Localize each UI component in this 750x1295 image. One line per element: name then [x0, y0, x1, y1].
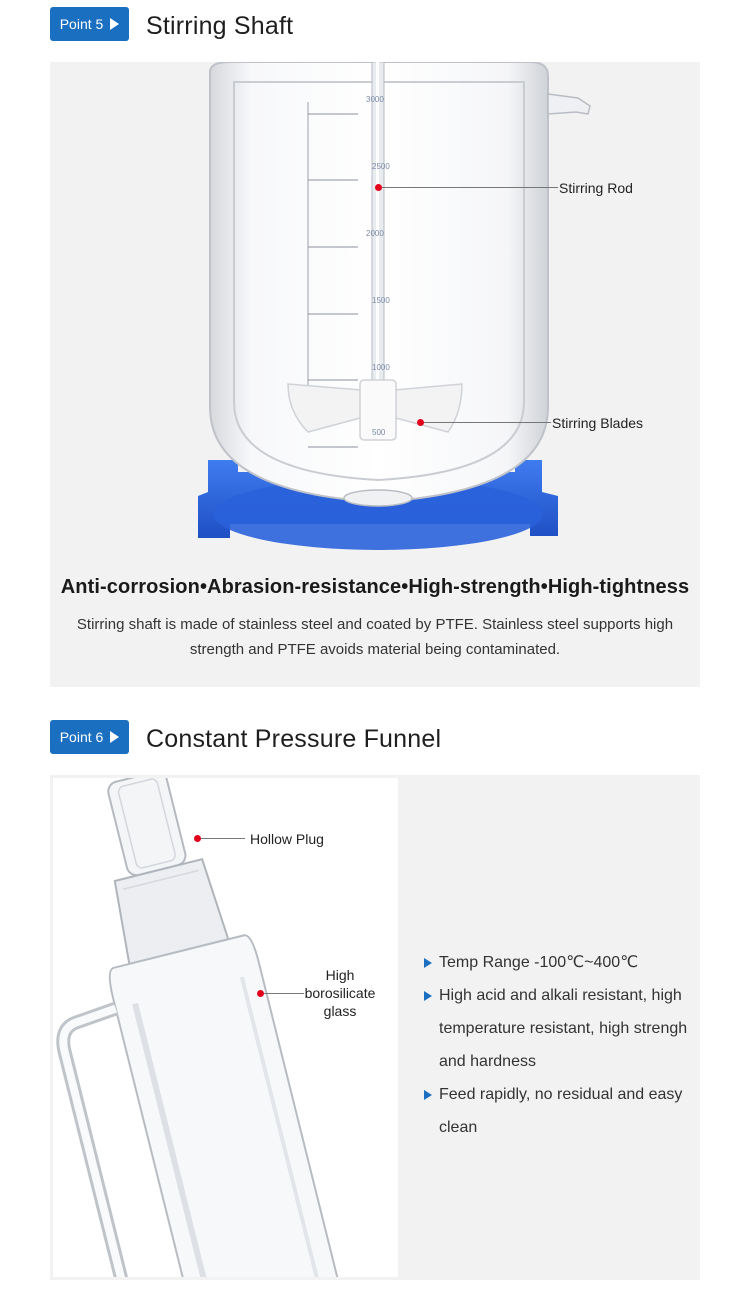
scale-label: 1000 [372, 363, 390, 372]
list-item [424, 979, 692, 1078]
callout-line [264, 993, 304, 994]
feature-list [424, 946, 692, 1144]
callout-dot [257, 990, 264, 997]
badge-label: Point 5 [59, 16, 104, 32]
scale-label: 2500 [372, 162, 390, 171]
point-5-badge [50, 7, 129, 41]
label-line: glass [323, 1003, 357, 1019]
play-arrow-icon [110, 731, 119, 743]
list-item-text: High acid and alkali resistant, high temperature resistant, high strengh and hardness [439, 987, 688, 1070]
section-title: Constant Pressure Funnel [146, 725, 442, 753]
stirring-rod-label: Stirring Rod [559, 180, 633, 196]
callout-dot [375, 184, 382, 191]
borosilicate-glass-label [300, 966, 380, 1020]
badge-label: Point 6 [59, 729, 104, 745]
callout-dot [417, 419, 424, 426]
play-arrow-icon [110, 18, 119, 30]
list-item-text: Feed rapidly, no residual and easy clean [439, 1086, 683, 1136]
features-headline: Anti-corrosion•Abrasion-resistance•High-strength•High-tightness [60, 576, 690, 598]
pressure-funnel-image [53, 778, 398, 1277]
hollow-plug-label: Hollow Plug [250, 831, 324, 847]
callout-line [382, 187, 558, 188]
list-item [424, 1078, 692, 1144]
bullet-arrow-icon [424, 958, 432, 968]
callout-line [424, 422, 551, 423]
bullet-arrow-icon [424, 991, 432, 1001]
callout-dot [194, 835, 201, 842]
stirring-blades-label: Stirring Blades [552, 415, 644, 431]
label-line: borosilicate [304, 985, 376, 1001]
scale-label: 2000 [366, 229, 384, 238]
scale-label: 1500 [372, 296, 390, 305]
list-item [424, 946, 692, 979]
scale-label: 500 [372, 428, 386, 437]
description-text: Stirring shaft is made of stainless steel and coated by PTFE. Stainless steel supports high strength and PTFE avoids material being contaminated. [76, 616, 674, 658]
scale-label: 3000 [366, 95, 384, 104]
bullet-arrow-icon [424, 1090, 432, 1100]
label-line: High [325, 967, 355, 983]
point-6-badge [50, 720, 129, 754]
glass-reactor-image [190, 62, 600, 557]
list-item-text: Temp Range -100℃~400℃ [439, 954, 639, 971]
section-title: Stirring Shaft [146, 12, 294, 40]
callout-line [201, 838, 245, 839]
